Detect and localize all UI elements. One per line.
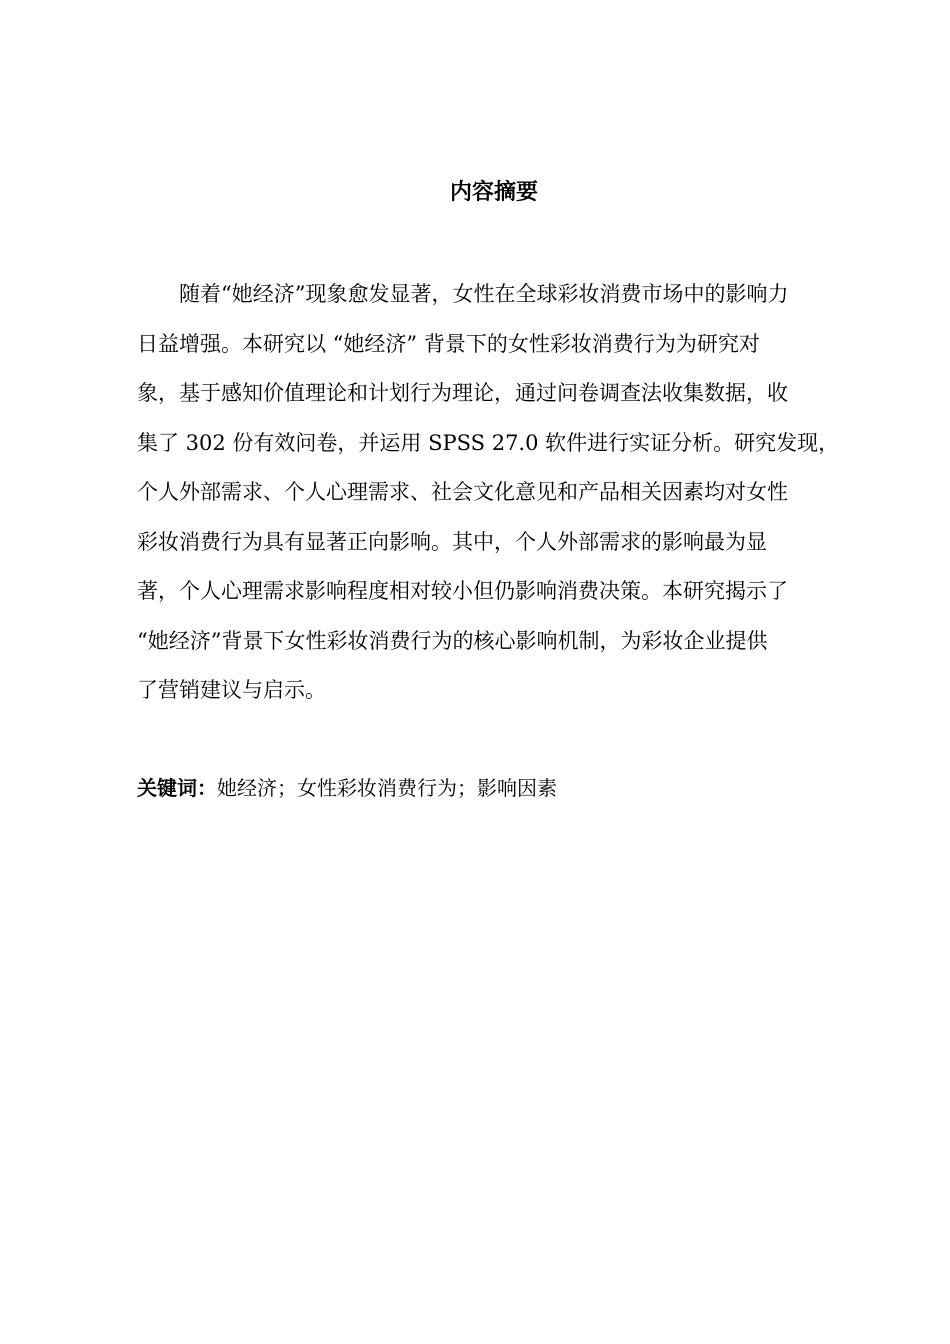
abstract-line: 日益增强。本研究以 “她经济” 背景下的女性彩妆消费行为为研究对 [137, 331, 760, 356]
abstract-line: 个人外部需求、个人心理需求、社会文化意见和产品相关因素均对女性 [137, 480, 788, 504]
abstract-line: 彩妆消费行为具有显著正向影响。其中，个人外部需求的影响最为显 [137, 529, 767, 554]
abstract-line: 随着“她经济”现象愈发显著，女性在全球彩妆消费市场中的影响力 [137, 282, 789, 306]
abstract-line: 著，个人心理需求影响程度相对较小但仍影响消费决策。本研究揭示了 [137, 579, 788, 603]
keywords-line [137, 770, 853, 806]
abstract-body [137, 270, 853, 716]
keywords-label: 关键词： [137, 776, 217, 800]
abstract-line: “她经济”背景下女性彩妆消费行为的核心影响机制，为彩妆企业提供 [137, 628, 768, 653]
abstract-line: 集了 302 份有效问卷，并运用 SPSS 27.0 软件进行实证分析。研究发现， [137, 430, 840, 455]
abstract-title: 内容摘要 [449, 180, 538, 205]
abstract-line: 象，基于感知价值理论和计划行为理论，通过问卷调查法收集数据，收 [137, 381, 788, 405]
abstract-line: 了营销建议与启示。 [137, 678, 326, 702]
keywords-value: 她经济；女性彩妆消费行为；影响因素 [217, 776, 557, 800]
